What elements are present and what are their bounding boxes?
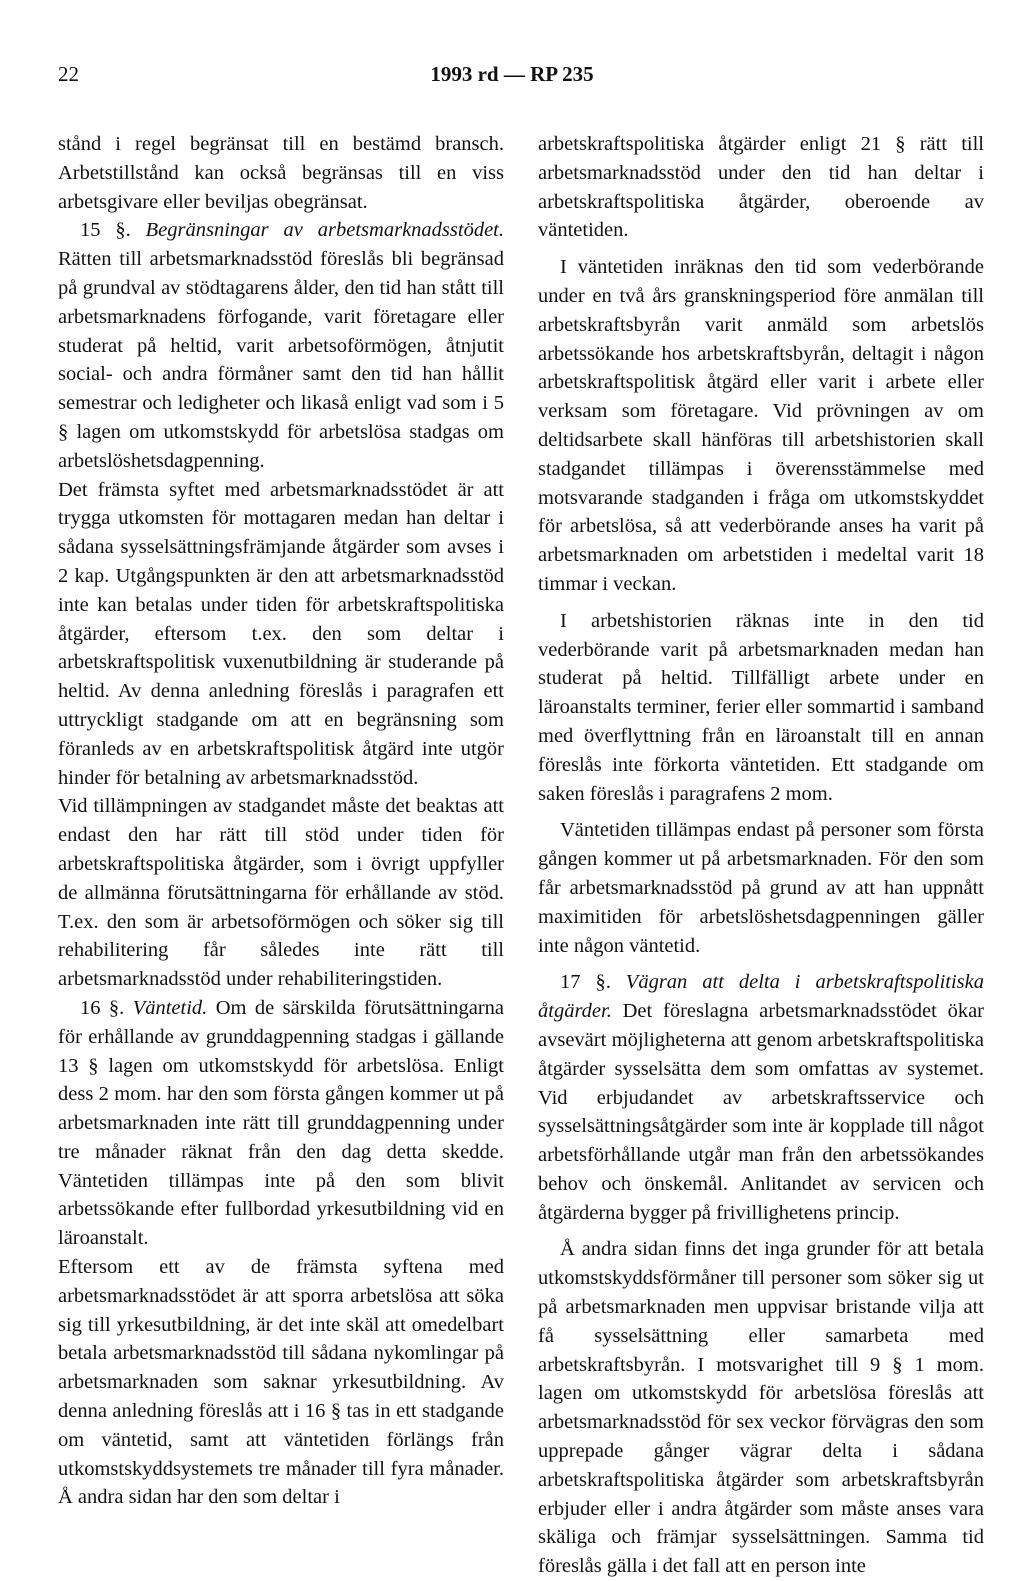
running-title: 1993 rd — RP 235	[430, 62, 594, 86]
section-heading: Begränsningar av arbetsmarknadsstödet.	[145, 219, 504, 242]
section-heading: Väntetid.	[132, 996, 208, 1019]
section-text: Det föreslagna arbetsmarknadsstödet ökar avsevärt möjligheterna att genom arbetskraftspolitiska åtgärder sysselsätta dem som omfattas av systemet. Vid erbjudandet av arbetskraftsservice och sysselsättningsåtgärder som inte är kopplade till något arbetsförhållande utgår man från den arbetssökandes behov och önskemål. Anlitandet av servicen och åtgärderna bygger på frivillighetens princip.	[538, 1000, 984, 1224]
section-heading: Vägran att delta i arbetskraftspolitiska åtgärder.	[538, 971, 985, 1023]
right-column	[538, 130, 984, 1581]
section-17-paragraph	[538, 968, 984, 1227]
section-number: 16 §.	[80, 996, 133, 1019]
paragraph: Å andra sidan finns det inga grunder för att betala utkomstskyddsförmåner till personer som söker sig ut på arbetsmarknaden men uppvisar bristande vilja att få sysselsättning eller samarbeta med arbetskraftsbyrån. I motsvarighet till 9 § 1 mom. lagen om utkomstskydd för arbetslösa föreslås att arbetsmarknadsstöd för sex veckor förvägras den som upprepade gånger vägrar delta i sådana arbetskraftspolitiska åtgärder som arbetskraftsbyrån erbjuder eller i andra åtgärder som måste anses vara skäliga och främjar sysselsättningen. Samma tid föreslås gälla i det fall att en person inte	[538, 1238, 984, 1578]
paragraph: Eftersom ett av de främsta syftena med arbetsmarknadsstödet är att sporra arbetslösa att söka sig till yrkesutbildning, är det inte skäl att omedelbart betala arbetsmarknadsstöd till sådana nykomlingar på arbetsmarknaden som saknar yrkesutbildning. Av denna anledning föreslås att i 16 § tas in ett stadgande om väntetid, samt att väntetiden förlängs från utkomstskyddsystemets tre månader till fyra månader. Å andra sidan har den som deltar i	[58, 1256, 504, 1509]
section-text: Om de särskilda förutsättningarna för erhållande av grunddagpenning stadgas i gällande 13 § lagen om utkomstskydd för arbetslösa. Enligt dess 2 mom. har den som första gången kommer ut på arbetsmarknaden inte rätt till grunddagpenning under tre månader räknat från den dag detta skedde. Väntetiden tillämpas inte på den som blivit arbetssökande efter fullbordad yrkesutbildning vid en läroanstalt.	[58, 996, 504, 1250]
left-column	[58, 130, 504, 1512]
section-number: 17 §.	[560, 971, 626, 994]
paragraph: I väntetiden inräknas den tid som vederbörande under en två års granskningsperiod före anmälan till arbetskraftsbyrån varit anmäld som arbetslös arbetssökande hos arbetskraftsbyrån, deltagit i någon arbetskraftspolitisk åtgärd eller varit i arbete eller verksam som företagare. Vid prövningen av om deltidsarbete skall hänföras till arbetshistorien skall stadgandet tillämpas i överensstämmelse med motsvarande stadganden i fråga om utkomstskyddet för arbetslösa, så att vederbörande anses ha varit på arbetsmarknaden om arbetstiden i medeltal varit 18 timmar i veckan.	[538, 256, 984, 595]
paragraph: Väntetiden tillämpas endast på personer som första gången kommer ut på arbetsmarknaden. För den som får arbetsmarknadsstöd på grund av att han uppnått maximitiden för arbetslöshetsdagpenningen gäller inte någon väntetid.	[538, 819, 984, 957]
section-16-paragraph	[58, 994, 504, 1253]
page-number: 22	[58, 62, 79, 86]
paragraph: I arbetshistorien räknas inte in den tid vederbörande varit på arbetsmarknaden medan han studerat på heltid. Tillfälligt arbete under en läroanstalts terminer, ferier eller sommartid i samband med överflyttning från en läroanstalt till en annan föreslås inte förkorta väntetiden. Ett stadgande om saken föreslås i paragrafens 2 mom.	[538, 609, 984, 805]
section-15-paragraph	[58, 216, 504, 475]
paragraph: Vid tillämpningen av stadgandet måste det beaktas att endast den har rätt till stöd under tiden för arbetskraftspolitiska åtgärder, som i övrigt uppfyller de allmänna förutsättningarna för erhållande av stöd. T.ex. den som är arbetsoförmögen och söker sig till rehabilitering får således inte rätt till arbetsmarknadsstöd under rehabiliteringstiden.	[58, 795, 504, 991]
paragraph: Det främsta syftet med arbetsmarknadsstödet är att trygga utkomsten för mottagaren medan han deltar i sådana sysselsättningsfrämjande åtgärder som avses i 2 kap. Utgångspunkten är den att arbetsmarknadsstöd inte kan betalas under tiden för arbetskraftspolitiska åtgärder, eftersom t.ex. den som deltar i arbetskraftspolitisk vuxenutbildning är studerande på heltid. Av denna anledning föreslås i paragrafen ett uttryckligt stadgande om att en begränsning som föranleds av en arbetskraftspolitisk åtgärd inte utgör hinder för betalning av arbetsmarknadsstöd.	[58, 478, 504, 789]
paragraph: arbetskraftspolitiska åtgärder enligt 21 § rätt till arbetsmarknadsstöd under den tid han deltar i arbetskraftspolitiska åtgärder, oberoende av väntetiden.	[538, 133, 984, 242]
paragraph: stånd i regel begränsat till en bestämd bransch. Arbetstillstånd kan också begränsas till en viss arbetsgivare eller beviljas obegränsat.	[58, 133, 504, 213]
section-text: Rätten till arbetsmarknadsstöd föreslås bli begränsad på grundval av stödtagarens ålder, den tid han stått till arbetsmarknadens förfogande, varit företagare eller studerat på heltid, varit arbetsoförmögen, åtnjutit social- och andra förmåner samt den tid han hållit semestrar och ledigheter och likaså enligt vad som i 5 § lagen om utkomstskydd för arbetslösa stadgas om arbetslöshetsdagpenning.	[58, 248, 504, 472]
page-header	[0, 62, 1024, 94]
section-number: 15 §.	[80, 219, 146, 242]
